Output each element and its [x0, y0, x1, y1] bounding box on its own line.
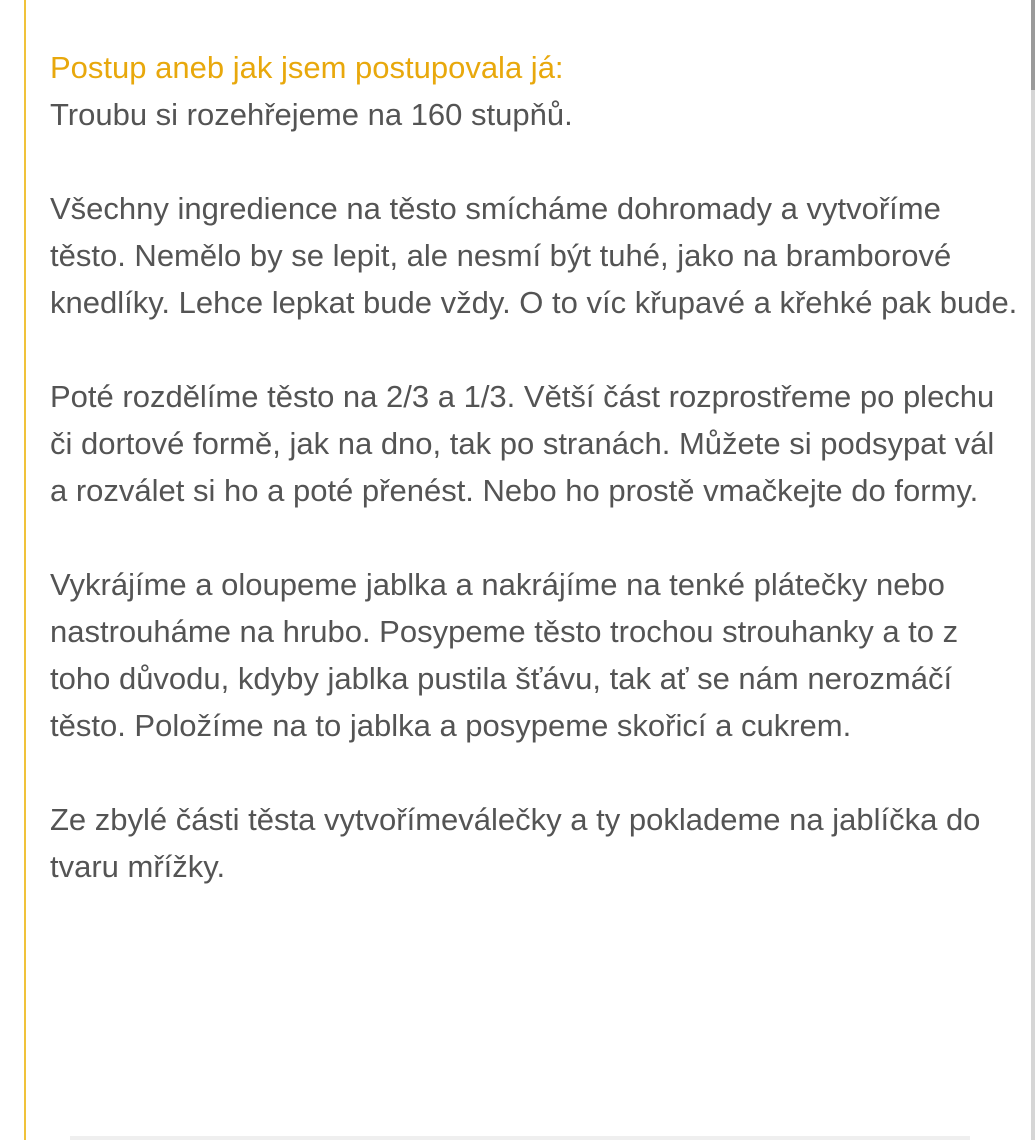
paragraph-dough: Všechny ingredience na těsto smícháme dohromady a vytvoříme těsto. Nemělo by se lepit, ale nesmí být tuhé, jako na bramborové knedlíky. Lehce lepkat bude vždy. O to víc křupavé a křehké pak bude.: [50, 191, 1018, 320]
section-heading: Postup aneb jak jsem postupovala já:: [50, 50, 564, 85]
paragraph-lattice: Ze zbylé části těsta vytvořímeválečky a ty poklademe na jablíčka do tvaru mřížky.: [50, 802, 981, 884]
scrollbar-thumb[interactable]: [1031, 0, 1035, 90]
paragraph-oven: Troubu si rozehřejeme na 160 stupňů.: [50, 97, 573, 132]
paragraph-apples: Vykrájíme a oloupeme jablka a nakrájíme na tenké plátečky nebo nastrouháme na hrubo. Posypeme těsto trochou strouhanky a to z toho důvodu, kdyby jablka pustila šťávu, tak ať se nám nerozmáčí těsto. Položíme na to jablka a posypeme skořicí a cukrem.: [50, 567, 959, 743]
left-accent-rule: [24, 0, 26, 1140]
bottom-divider: [70, 1136, 970, 1140]
paragraph-divide: Poté rozdělíme těsto na 2/3 a 1/3. Větší část rozprostřeme po plechu či dortové formě, jak na dno, tak po stranách. Můžete si podsypat vál a rozválet si ho a poté přenést. Nebo ho prostě vmačkejte do formy.: [50, 379, 995, 508]
scrollbar[interactable]: [1031, 0, 1035, 1140]
recipe-procedure: [50, 44, 1020, 890]
